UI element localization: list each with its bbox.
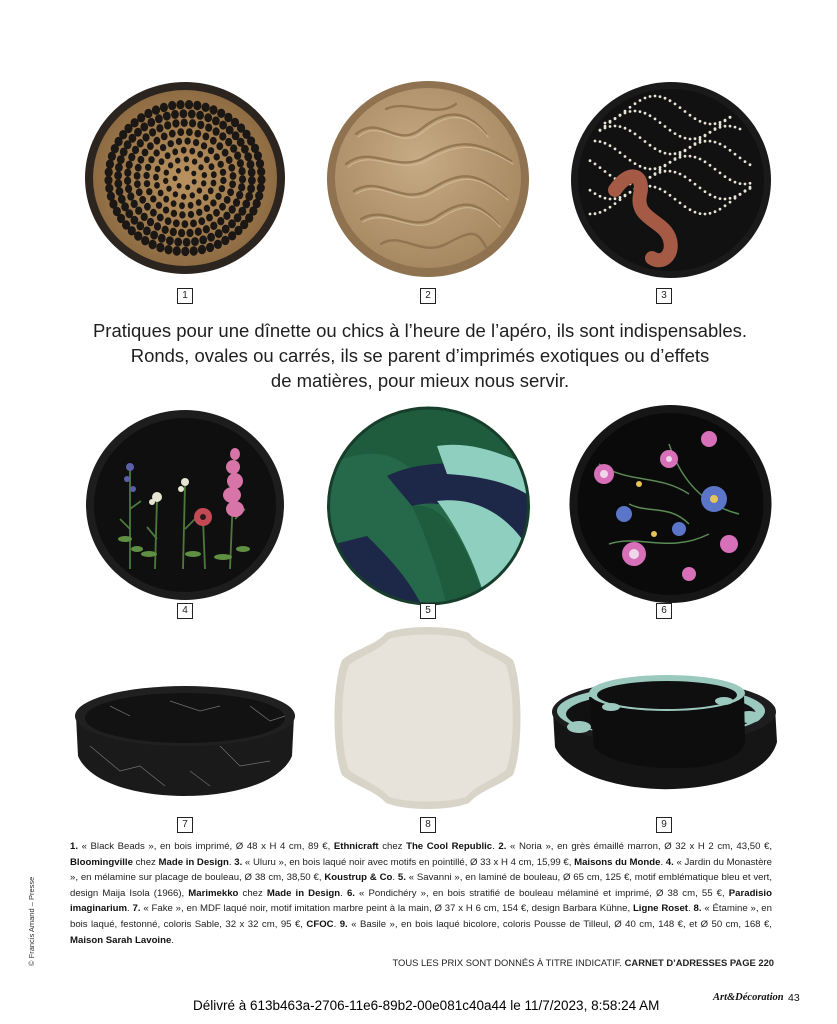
page-number: 43 [788, 992, 800, 1004]
caption-text: . [171, 934, 174, 946]
intro-text [40, 318, 800, 393]
noria-tray-image [326, 79, 530, 279]
caption-text: « Pondichéry », en bois stratifié de bouleau mélaminé et imprimé, Ø 38 cm, 55 €, [354, 887, 729, 899]
intro-line: de matières, pour mieux nous servir. [270, 370, 570, 391]
caption-text: . [492, 841, 499, 852]
magazine-logo: Art&Décoration [713, 992, 784, 1003]
caption-bold: Made in Design [158, 856, 229, 868]
caption-text: . [392, 872, 398, 884]
product-number: 9 [656, 817, 672, 833]
product-number: 8 [420, 817, 436, 833]
caption-bold: 3. [234, 856, 243, 868]
caption-bold: Marimekko [188, 887, 239, 899]
caption-bold: Ethnicraft [333, 841, 379, 852]
caption-bold: The Cool Republic [406, 841, 493, 852]
photo-credit: © Francis Amand – Presse [27, 876, 36, 966]
caption-text: « Basile », en bois laqué bicolore, coloris Pousse de Tilleul, Ø 40 cm, 148 €, et Ø 50 cm, 168 €, [347, 918, 772, 930]
product-number: 2 [420, 288, 436, 304]
product-number: 4 [177, 603, 193, 619]
caption-bold: 2. [498, 841, 507, 852]
caption-bold: 7. [132, 903, 141, 915]
prices-note [392, 957, 774, 968]
intro-line: Ronds, ovales ou carrés, ils se parent d’imprimés exotiques ou d’effets [130, 345, 710, 366]
uluru-tray-image [570, 80, 772, 280]
pondichery-tray-image [569, 404, 772, 604]
product-caption [70, 839, 772, 948]
caption-text: . [333, 918, 340, 930]
caption-bold: Paradisio imaginarium [70, 887, 772, 915]
caption-bold: 6. [346, 887, 355, 899]
fake-marble-tray-image [70, 676, 299, 798]
caption-bold: 5. [397, 872, 406, 884]
caption-text: . [688, 903, 694, 915]
black-beads-tray-image [84, 80, 286, 276]
caption-text: « Savanni », en laminé de bouleau, Ø 65 cm, 125 €, motif emblématique bleu et vert, design Maija Isola (1966), [70, 872, 772, 899]
basile-tray-image [549, 667, 780, 793]
caption-bold: Maisons du Monde [574, 856, 661, 868]
delivery-stamp: Délivré à 613b463a-2706-11e6-89b2-00e081c40a44 le 11/7/2023, 8:58:24 AM [193, 998, 660, 1013]
product-number: 6 [656, 603, 672, 619]
etamine-tray-image [331, 625, 524, 811]
caption-text: « Uluru », en bois laqué noir avec motifs en pointillé, Ø 33 x H 4 cm, 15,99 €, [242, 856, 575, 868]
savanni-tray-image [327, 406, 530, 606]
caption-bold: 8. [693, 903, 702, 915]
caption-text: « Fake », en MDF laqué noir, motif imitation marbre peint à la main, Ø 37 x H 6 cm, 154 €, design Barbara Kühne, [140, 903, 633, 915]
jardin-du-monastere-tray-image [85, 409, 285, 601]
caption-text: . [127, 903, 133, 915]
caption-text: chez [378, 841, 407, 852]
prices-disclaimer: TOUS LES PRIX SONT DONNÉS À TITRE INDICATIF. [392, 957, 623, 968]
caption-text: « Noria », en grès émaillé marron, Ø 32 x H 2 cm, 43,50 €, [506, 841, 772, 852]
product-number: 5 [420, 603, 436, 619]
caption-text: « Étamine », en bois laqué, festonné, coloris Sable, 32 x 32 cm, 95 €, [70, 903, 772, 930]
caption-bold: Koustrup & Co [324, 872, 393, 884]
product-number: 1 [177, 288, 193, 304]
caption-text: . [660, 856, 666, 868]
address-book-link[interactable]: CARNET D’ADRESSES PAGE 220 [624, 957, 774, 968]
caption-bold: Bloomingville [70, 856, 133, 868]
product-number: 3 [656, 288, 672, 304]
caption-text: . [340, 887, 347, 899]
product-number: 7 [177, 817, 193, 833]
caption-text: « Jardin du Monastère », en mélamine sur placage de bouleau, Ø 38 cm, 38,50 €, [70, 856, 772, 884]
caption-bold: 1. [70, 841, 79, 852]
caption-text: . [228, 856, 235, 868]
caption-bold: Made in Design [266, 887, 341, 899]
intro-line: Pratiques pour une dînette ou chics à l’heure de l’apéro, ils sont indispensables. [92, 320, 748, 341]
caption-text: chez [238, 887, 267, 899]
caption-bold: CFOC [306, 918, 334, 930]
caption-bold: Maison Sarah Lavoine [70, 934, 172, 946]
caption-text: « Black Beads », en bois imprimé, Ø 48 x H 4 cm, 89 €, [78, 841, 334, 852]
caption-bold: 4. [665, 856, 674, 868]
caption-bold: 9. [339, 918, 348, 930]
caption-text: chez [132, 856, 159, 868]
caption-bold: Ligne Roset [632, 903, 688, 915]
